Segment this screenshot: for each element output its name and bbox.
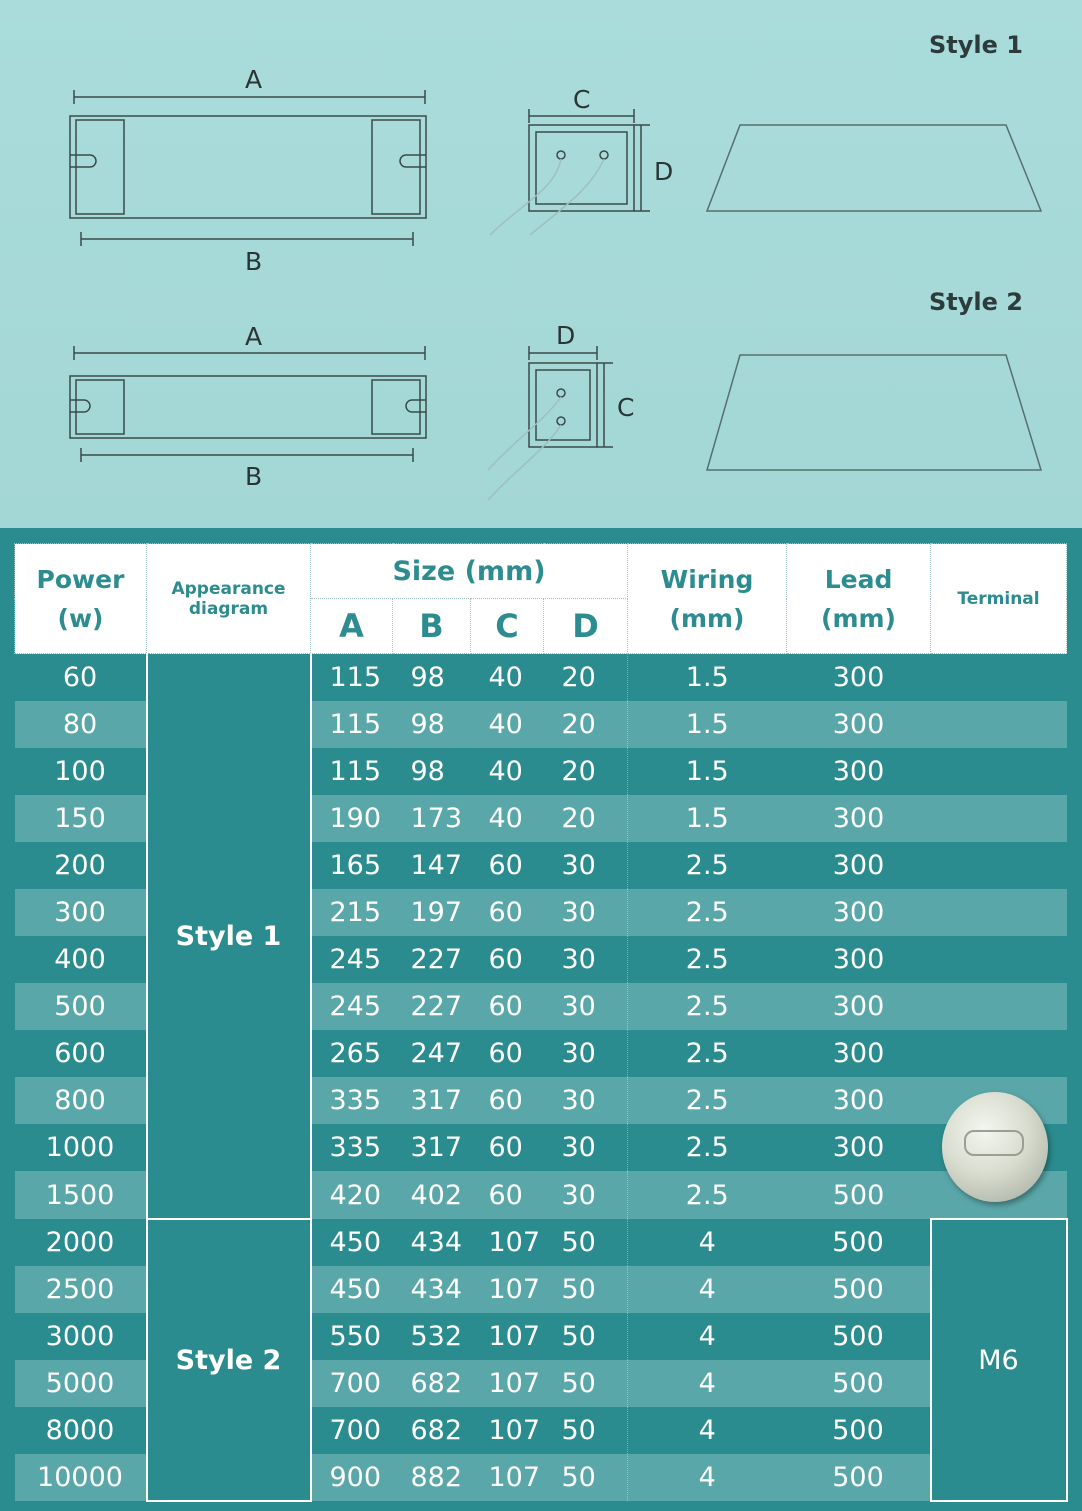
table-row — [15, 1219, 1067, 1266]
cell-wiring: 4 — [628, 1266, 787, 1313]
label-b2: B — [245, 462, 263, 491]
cell-power: 2500 — [15, 1266, 147, 1313]
cell-a: 245 — [311, 936, 393, 983]
resistor-side-1 — [529, 125, 634, 211]
cell-wiring: 2.5 — [628, 936, 787, 983]
cell-b: 247 — [393, 1030, 471, 1077]
spec-table — [14, 543, 1068, 1502]
cell-terminal — [931, 701, 1067, 748]
cell-terminal — [931, 983, 1067, 1030]
cell-c: 60 — [471, 936, 544, 983]
cell-terminal — [931, 748, 1067, 795]
label-a2: A — [245, 322, 263, 351]
cell-c: 107 — [471, 1407, 544, 1454]
cell-a: 265 — [311, 1030, 393, 1077]
header-size-d: D — [544, 599, 628, 654]
header-size-a: A — [311, 599, 393, 654]
terminal-style2: M6 — [931, 1219, 1067, 1501]
resistor-side-2 — [529, 363, 597, 447]
cell-b: 882 — [393, 1454, 471, 1501]
cell-lead: 500 — [787, 1171, 931, 1219]
label-a1: A — [245, 65, 263, 94]
cell-power: 1000 — [15, 1124, 147, 1171]
label-c2: C — [617, 393, 635, 422]
cell-c: 60 — [471, 1171, 544, 1219]
cell-lead: 300 — [787, 701, 931, 748]
cell-wiring: 4 — [628, 1407, 787, 1454]
cell-d: 20 — [544, 701, 628, 748]
cell-lead: 500 — [787, 1407, 931, 1454]
cell-power: 1500 — [15, 1171, 147, 1219]
cell-lead: 500 — [787, 1454, 931, 1501]
cell-b: 227 — [393, 983, 471, 1030]
cell-c: 107 — [471, 1454, 544, 1501]
cell-power: 400 — [15, 936, 147, 983]
cell-b: 147 — [393, 842, 471, 889]
cell-power: 200 — [15, 842, 147, 889]
cell-power: 3000 — [15, 1313, 147, 1360]
cell-b: 98 — [393, 654, 471, 702]
header-size-c: C — [471, 599, 544, 654]
cell-d: 20 — [544, 748, 628, 795]
cell-lead: 300 — [787, 889, 931, 936]
cell-c: 107 — [471, 1313, 544, 1360]
cell-d: 30 — [544, 983, 628, 1030]
cell-d: 30 — [544, 889, 628, 936]
cell-b: 682 — [393, 1407, 471, 1454]
cell-lead: 300 — [787, 842, 931, 889]
cell-d: 50 — [544, 1266, 628, 1313]
cell-wiring: 2.5 — [628, 983, 787, 1030]
cell-d: 30 — [544, 1124, 628, 1171]
cell-b: 434 — [393, 1219, 471, 1266]
cell-lead: 300 — [787, 795, 931, 842]
cell-power: 600 — [15, 1030, 147, 1077]
cell-wiring: 2.5 — [628, 1124, 787, 1171]
cell-d: 20 — [544, 654, 628, 702]
cell-terminal — [931, 842, 1067, 889]
cell-d: 30 — [544, 842, 628, 889]
cell-lead: 500 — [787, 1219, 931, 1266]
cell-c: 40 — [471, 654, 544, 702]
label-b1: B — [245, 247, 263, 276]
cell-a: 700 — [311, 1407, 393, 1454]
cell-a: 550 — [311, 1313, 393, 1360]
cell-power: 10000 — [15, 1454, 147, 1501]
cell-b: 532 — [393, 1313, 471, 1360]
spec-table-body — [15, 654, 1067, 1502]
cell-lead: 500 — [787, 1313, 931, 1360]
cell-wiring: 4 — [628, 1219, 787, 1266]
cell-lead: 500 — [787, 1360, 931, 1407]
header-wiring: Wiring (mm) — [628, 544, 787, 654]
header-power: Power (w) — [15, 544, 147, 654]
cell-a: 115 — [311, 654, 393, 702]
cell-wiring: 1.5 — [628, 748, 787, 795]
cell-terminal — [931, 936, 1067, 983]
header-terminal: Terminal — [931, 544, 1067, 654]
cell-wiring: 2.5 — [628, 1030, 787, 1077]
cell-b: 682 — [393, 1360, 471, 1407]
cell-terminal — [931, 795, 1067, 842]
cell-terminal — [931, 654, 1067, 702]
cell-a: 450 — [311, 1266, 393, 1313]
cell-b: 197 — [393, 889, 471, 936]
cell-b: 98 — [393, 748, 471, 795]
cell-c: 40 — [471, 748, 544, 795]
cell-b: 317 — [393, 1077, 471, 1124]
header-size-b: B — [393, 599, 471, 654]
cell-lead: 300 — [787, 1124, 931, 1171]
cell-power: 500 — [15, 983, 147, 1030]
cell-lead: 500 — [787, 1266, 931, 1313]
resistor-drawings — [0, 0, 1082, 528]
cell-a: 115 — [311, 748, 393, 795]
header-appearance: Appearance diagram — [147, 544, 311, 654]
cell-wiring: 2.5 — [628, 1171, 787, 1219]
label-d1: D — [654, 157, 674, 186]
cell-lead: 300 — [787, 1077, 931, 1124]
cell-a: 900 — [311, 1454, 393, 1501]
cell-c: 60 — [471, 983, 544, 1030]
cell-power: 8000 — [15, 1407, 147, 1454]
cell-power: 60 — [15, 654, 147, 702]
cell-a: 190 — [311, 795, 393, 842]
cell-lead: 300 — [787, 1030, 931, 1077]
cell-c: 60 — [471, 1124, 544, 1171]
cell-b: 173 — [393, 795, 471, 842]
cell-a: 165 — [311, 842, 393, 889]
cell-c: 60 — [471, 1030, 544, 1077]
cell-wiring: 1.5 — [628, 701, 787, 748]
diagram-panel — [0, 0, 1082, 528]
cell-c: 107 — [471, 1266, 544, 1313]
trapezoid-style2 — [707, 355, 1041, 470]
cell-power: 80 — [15, 701, 147, 748]
cell-power: 300 — [15, 889, 147, 936]
cell-wiring: 2.5 — [628, 1077, 787, 1124]
style2-title: Style 2 — [929, 288, 1023, 316]
cell-wiring: 1.5 — [628, 654, 787, 702]
cell-d: 30 — [544, 1077, 628, 1124]
cell-d: 50 — [544, 1313, 628, 1360]
cell-a: 215 — [311, 889, 393, 936]
cell-d: 50 — [544, 1219, 628, 1266]
cell-wiring: 4 — [628, 1454, 787, 1501]
cell-wiring: 2.5 — [628, 842, 787, 889]
cell-a: 450 — [311, 1219, 393, 1266]
cell-terminal — [931, 1030, 1067, 1077]
cell-lead: 300 — [787, 748, 931, 795]
label-c1: C — [573, 85, 591, 114]
header-lead: Lead (mm) — [787, 544, 931, 654]
appearance-style2: Style 2 — [147, 1219, 311, 1501]
cell-c: 40 — [471, 701, 544, 748]
cell-c: 60 — [471, 1077, 544, 1124]
cell-d: 30 — [544, 1171, 628, 1219]
cell-wiring: 4 — [628, 1360, 787, 1407]
cell-a: 115 — [311, 701, 393, 748]
header-size: Size (mm) — [311, 544, 628, 599]
cell-a: 245 — [311, 983, 393, 1030]
cell-b: 317 — [393, 1124, 471, 1171]
trapezoid-style1 — [707, 125, 1041, 211]
cell-d: 20 — [544, 795, 628, 842]
cell-a: 700 — [311, 1360, 393, 1407]
style1-title: Style 1 — [929, 31, 1023, 59]
cell-b: 98 — [393, 701, 471, 748]
appearance-style1: Style 1 — [147, 654, 311, 1220]
cell-a: 420 — [311, 1171, 393, 1219]
cell-a: 335 — [311, 1124, 393, 1171]
cell-wiring: 1.5 — [628, 795, 787, 842]
cell-power: 5000 — [15, 1360, 147, 1407]
cell-c: 60 — [471, 842, 544, 889]
cell-wiring: 4 — [628, 1313, 787, 1360]
table-row — [15, 654, 1067, 702]
cell-d: 50 — [544, 1360, 628, 1407]
cell-wiring: 2.5 — [628, 889, 787, 936]
cell-terminal — [931, 889, 1067, 936]
cell-b: 402 — [393, 1171, 471, 1219]
cell-b: 227 — [393, 936, 471, 983]
cell-d: 50 — [544, 1407, 628, 1454]
cell-c: 60 — [471, 889, 544, 936]
coin-terminal-icon — [942, 1092, 1048, 1202]
cell-a: 335 — [311, 1077, 393, 1124]
cell-power: 2000 — [15, 1219, 147, 1266]
cell-power: 800 — [15, 1077, 147, 1124]
cell-power: 100 — [15, 748, 147, 795]
cell-d: 30 — [544, 1030, 628, 1077]
cell-power: 150 — [15, 795, 147, 842]
cell-d: 50 — [544, 1454, 628, 1501]
cell-lead: 300 — [787, 936, 931, 983]
cell-lead: 300 — [787, 983, 931, 1030]
cell-c: 107 — [471, 1360, 544, 1407]
cell-d: 30 — [544, 936, 628, 983]
cell-c: 40 — [471, 795, 544, 842]
label-d2: D — [556, 321, 576, 350]
cell-lead: 300 — [787, 654, 931, 702]
cell-b: 434 — [393, 1266, 471, 1313]
cell-c: 107 — [471, 1219, 544, 1266]
